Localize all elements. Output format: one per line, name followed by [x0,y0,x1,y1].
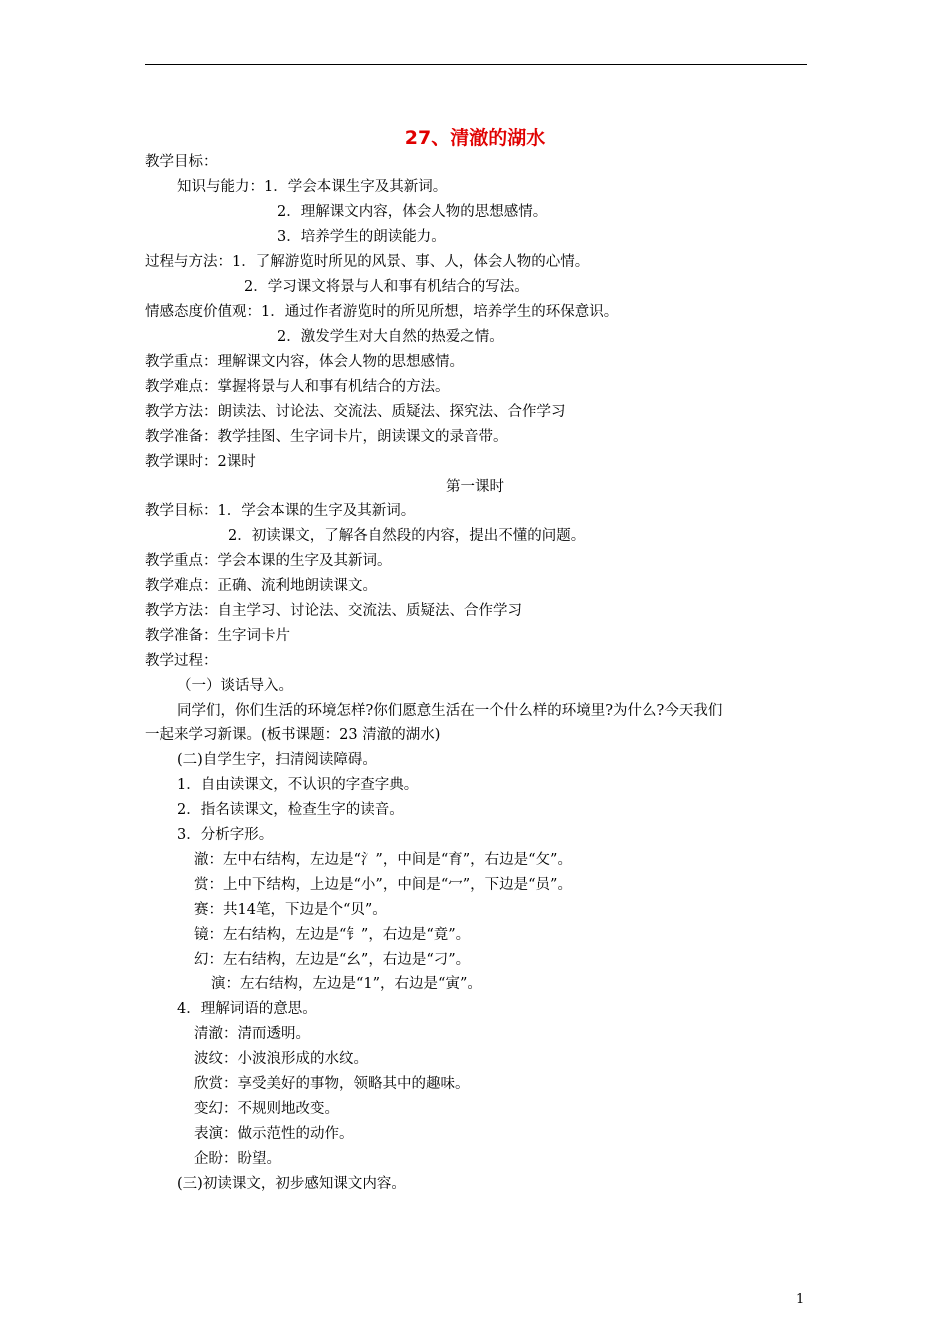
section-heading: 第一课时 [446,479,504,495]
text-line: 2．初读课文，了解各自然段的内容，提出不懂的问题。 [228,528,586,544]
text-line: 欣赏：享受美好的事物，领略其中的趣味。 [194,1076,470,1092]
text-line: 赏：上中下结构，上边是“小”，中间是“冖”，下边是“员”。 [194,877,572,893]
text-line: 同学们，你们生活的环境怎样?你们愿意生活在一个什么样的环境里?为什么?今天我们 [177,703,723,719]
text-line: (三)初读课文，初步感知课文内容。 [177,1176,406,1192]
document-title: 27、清澈的湖水 [404,127,546,149]
text-line: 一起来学习新课。(板书课题：23 清澈的湖水) [145,727,441,743]
text-line: 教学准备：生字词卡片 [145,628,290,644]
text-line: 3．分析字形。 [177,827,274,843]
text-line: 2．指名读课文，检查生字的读音。 [177,802,404,818]
text-line: 波纹：小波浪形成的水纹。 [194,1051,368,1067]
text-line: 企盼：盼望。 [194,1151,281,1167]
text-line: (二)自学生字，扫清阅读障碍。 [177,752,377,768]
text-line: （一）谈话导入。 [177,678,293,694]
text-line: 演：左右结构，左边是“1”，右边是“寅”。 [211,976,482,992]
text-line: 赛：共14笔，下边是个“贝”。 [194,902,387,918]
text-line: 教学过程： [145,653,218,669]
text-line: 情感态度价值观：1．通过作者游览时的所见所想，培养学生的环保意识。 [145,304,619,320]
text-line: 知识与能力：1．学会本课生字及其新词。 [177,179,448,195]
text-line: 镜：左右结构，左边是“钅”，右边是“竟”。 [194,927,471,943]
text-line: 教学方法：自主学习、讨论法、交流法、质疑法、合作学习 [145,603,522,619]
text-line: 1．自由读课文，不认识的字查字典。 [177,777,419,793]
page-number: 1 [796,1292,805,1307]
text-line: 2．理解课文内容，体会人物的思想感情。 [277,204,548,220]
text-line: 2．激发学生对大自然的热爱之情。 [277,329,504,345]
text-line: 教学重点：学会本课的生字及其新词。 [145,553,392,569]
text-line: 教学重点：理解课文内容，体会人物的思想感情。 [145,354,464,370]
text-line: 教学准备：教学挂图、生字词卡片，朗读课文的录音带。 [145,429,508,445]
text-line: 教学目标： [145,154,218,170]
text-line: 教学难点：掌握将景与人和事有机结合的方法。 [145,379,450,395]
text-line: 教学难点：正确、流利地朗读课文。 [145,578,377,594]
text-line: 澈：左中右结构，左边是“氵”，中间是“育”，右边是“攵”。 [194,852,572,868]
text-line: 教学方法：朗读法、讨论法、交流法、质疑法、探究法、合作学习 [145,404,566,420]
text-line: 4．理解词语的意思。 [177,1001,317,1017]
text-line: 变幻：不规则地改变。 [194,1101,339,1117]
text-line: 幻：左右结构，左边是“幺”，右边是“刁”。 [194,952,471,968]
header-rule [145,64,807,65]
text-line: 3．培养学生的朗读能力。 [277,229,446,245]
text-line: 2．学习课文将景与人和事有机结合的写法。 [244,279,529,295]
text-line: 过程与方法：1．了解游览时所见的风景、事、人，体会人物的心情。 [145,254,590,270]
text-line: 清澈：清而透明。 [194,1026,310,1042]
text-line: 教学目标：1．学会本课的生字及其新词。 [145,503,416,519]
text-line: 表演：做示范性的动作。 [194,1126,354,1142]
text-line: 教学课时：2课时 [145,454,256,470]
